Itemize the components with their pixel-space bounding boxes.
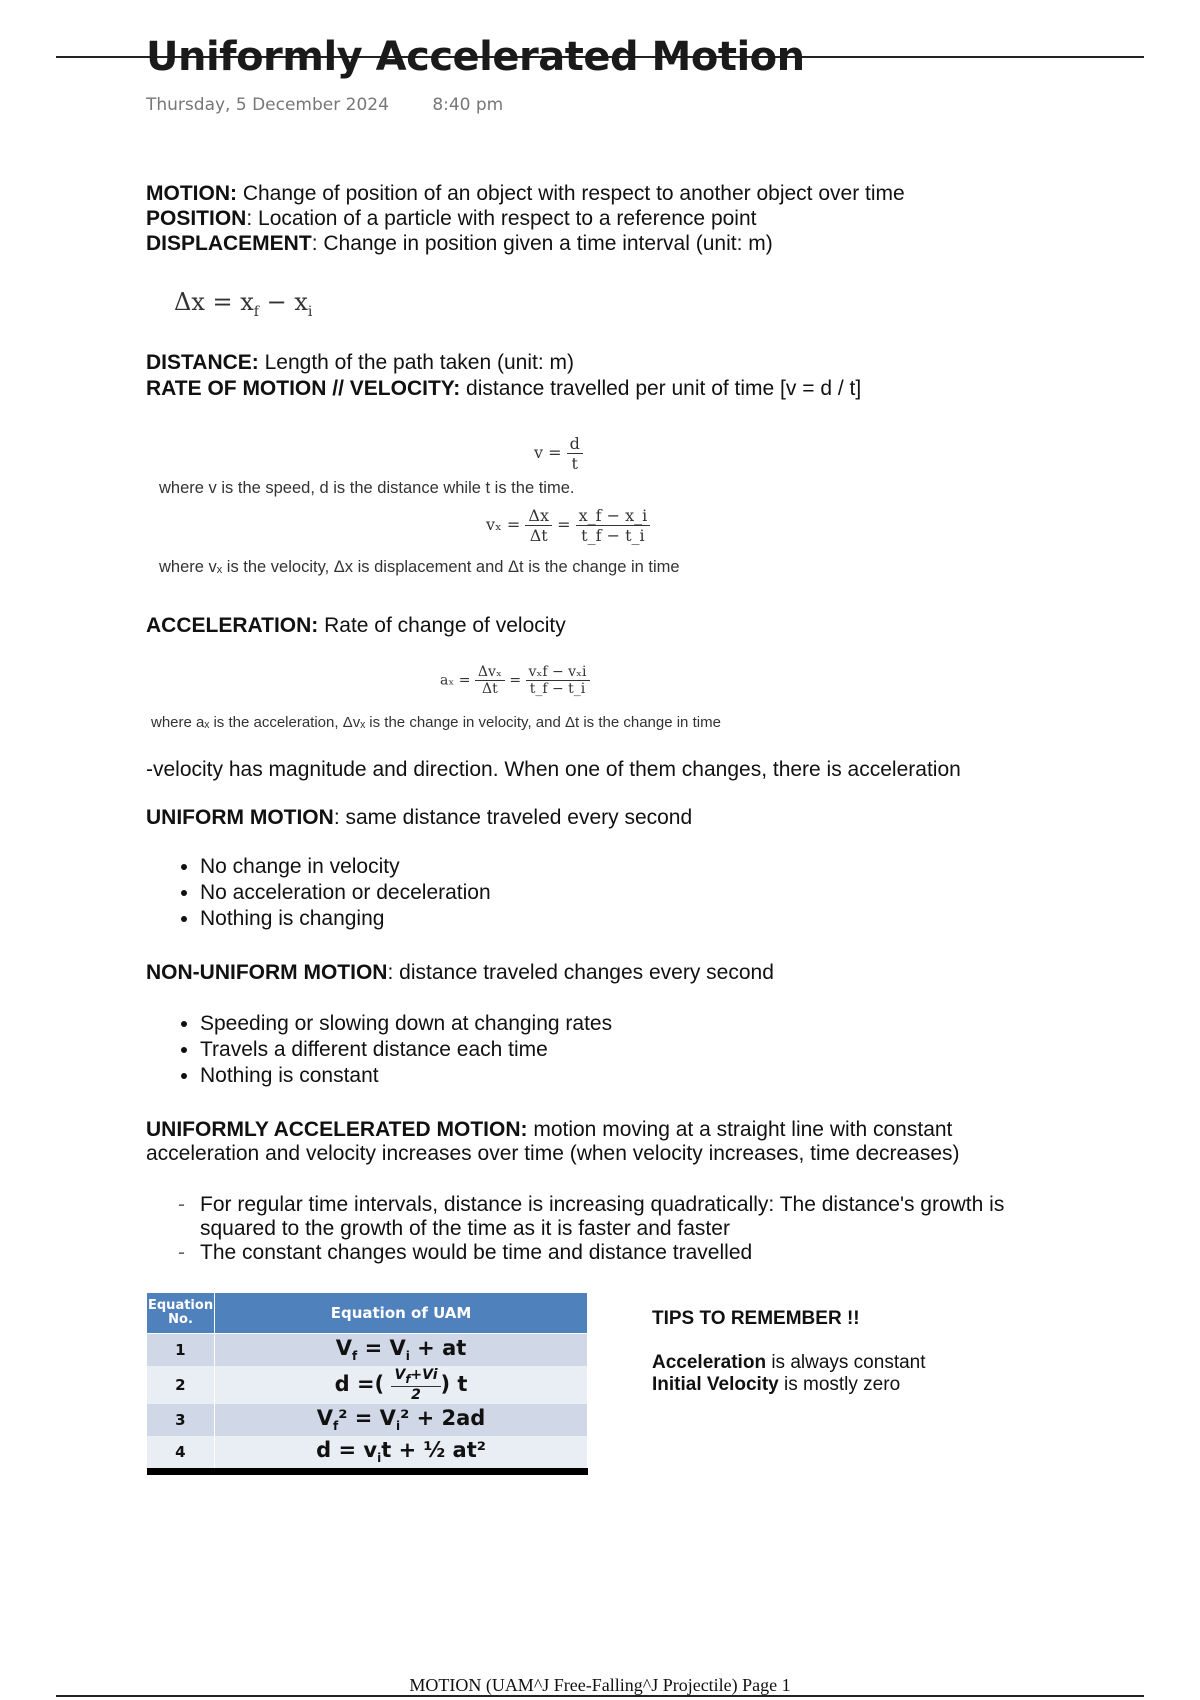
uniform-motion-list: [176, 854, 491, 932]
eq-sub-f: f: [253, 303, 259, 320]
eq-fraction: [567, 434, 583, 473]
eq-num: Δx: [525, 506, 552, 526]
tip-term: Initial Velocity: [652, 1374, 779, 1395]
tip-text: is always constant: [766, 1352, 926, 1373]
tip-term: Acceleration: [652, 1352, 767, 1373]
def-text: Change of position of an object with respect to another object over time: [236, 182, 905, 205]
tip-line: [652, 1352, 926, 1374]
eq-fraction: [475, 664, 505, 697]
eq-den: Δt: [482, 681, 498, 697]
eq-minus: −: [258, 288, 295, 316]
acceleration-caption: where aₓ is the acceleration, Δvₓ is the change in velocity, and Δt is the change in time: [151, 714, 721, 731]
tip-text: is mostly zero: [778, 1374, 901, 1395]
term: UNIFORMLY ACCELERATED MOTION:: [146, 1118, 528, 1141]
table-row: [147, 1334, 588, 1367]
eq-sub-i: i: [307, 303, 313, 320]
list-item: - The constant changes would be time and distance travelled: [200, 1241, 1020, 1265]
term: UNIFORM MOTION: [146, 806, 334, 829]
footer-rule: [56, 1695, 1144, 1697]
equation-number: 4: [147, 1436, 215, 1472]
def-acceleration: [146, 613, 566, 638]
displacement-equation: [174, 288, 312, 320]
term: RATE OF MOTION // VELOCITY:: [146, 377, 461, 400]
def-text: : Change in position given a time interval (unit: m): [311, 232, 773, 255]
equation-cell: $V_f^2 = V_i^2 + 2ad$: [215, 1404, 588, 1436]
def-distance: [146, 350, 574, 375]
def-text: motion moving at a straight line with constant acceleration and velocity increases over time (when velocity increases, time decreases): [146, 1118, 960, 1165]
equation-number: 1: [147, 1334, 215, 1367]
term: DISPLACEMENT: [146, 232, 312, 255]
eq-lhs: v =: [534, 443, 567, 462]
eq-den: t_f − t_i: [581, 526, 645, 545]
def-velocity: [146, 376, 861, 401]
list-item: • No acceleration or deceleration: [200, 880, 491, 906]
eq-den: t: [571, 454, 578, 473]
eq-fraction: [525, 506, 552, 545]
page-meta: [146, 95, 541, 115]
uam-equation-table: [146, 1292, 588, 1475]
eq-num: x_f − x_i: [576, 506, 651, 526]
page-title: Uniformly Accelerated Motion: [146, 34, 805, 80]
velocity-caption: where vₓ is the velocity, Δx is displacement and Δt is the change in time: [159, 558, 680, 576]
eq-num: vₓf − vₓi: [526, 664, 590, 681]
uam-definition: [146, 1118, 1026, 1166]
acceleration-equation: aₓ = $\frac{\text{Δvₓ}}{\Delta t}$ = $\frac{\text{vₓf − vₓi}}{t\_f - t\_i}$: [440, 664, 590, 697]
def-text: distance travelled per unit of time [v = d / t]: [460, 377, 862, 400]
def-position: [146, 206, 756, 231]
velocity-equation: vₓ = $\frac{\Delta x}{\Delta t}$ = $\frac{x\_f - x\_i}{t\_f - t\_i}$: [486, 506, 650, 545]
term: ACCELERATION:: [146, 614, 319, 637]
list-item: • Speeding or slowing down at changing rates: [200, 1011, 612, 1037]
list-item: • Nothing is constant: [200, 1063, 612, 1089]
list-item: • No change in velocity: [200, 854, 491, 880]
def-text: Length of the path taken (unit: m): [258, 351, 574, 374]
page-time: 8:40 pm: [432, 95, 504, 115]
eq-num: d: [567, 434, 583, 454]
table-header-no: Equation No.: [147, 1293, 215, 1334]
tips-box: [652, 1308, 926, 1396]
equation-cell: d =( $\frac{V_f+Vi}{2}$ ) t: [215, 1366, 588, 1404]
eq-fraction: [526, 664, 590, 697]
def-text: : same distance traveled every second: [333, 806, 693, 829]
eq-den: t_f − t_i: [529, 681, 586, 697]
eq-fraction: [576, 506, 651, 545]
def-text: : distance traveled changes every second: [387, 961, 774, 984]
speed-equation: [534, 434, 583, 473]
non-uniform-motion-heading: [146, 960, 774, 985]
page-date: Thursday, 5 December 2024: [146, 95, 389, 115]
def-motion: [146, 181, 905, 206]
eq-lhs: vₓ =: [486, 515, 526, 534]
page-footer: MOTION (UAM^J Free-Falling^J Projectile) Page 1: [409, 1675, 791, 1695]
equation-cell: $d = v_it$ + ½ at²: [215, 1436, 588, 1472]
uam-points: [176, 1193, 1020, 1265]
def-displacement: [146, 231, 773, 256]
list-item: • Nothing is changing: [200, 906, 491, 932]
tip-line: [652, 1374, 926, 1396]
list-item: • Travels a different distance each time: [200, 1037, 612, 1063]
tips-heading: TIPS TO REMEMBER !!: [652, 1308, 860, 1329]
term: MOTION:: [146, 182, 237, 205]
list-item: - For regular time intervals, distance is increasing quadratically: The distance's growth is squared to the growth of the time as it is faster and faster: [200, 1193, 1020, 1241]
table-header-equation: Equation of UAM: [215, 1293, 588, 1334]
equation-number: 3: [147, 1404, 215, 1436]
eq-xf: x: [240, 288, 254, 316]
table-row: [147, 1366, 588, 1404]
eq-lhs: aₓ =: [440, 672, 475, 689]
equation-number: 2: [147, 1366, 215, 1404]
equation-cell: $V_f = V_i$ + at: [215, 1334, 588, 1367]
uniform-motion-heading: [146, 805, 692, 830]
speed-caption: where v is the speed, d is the distance while t is the time.: [159, 479, 575, 497]
def-text: Rate of change of velocity: [318, 614, 566, 637]
term: DISTANCE:: [146, 351, 259, 374]
table-row: [147, 1404, 588, 1436]
def-text: : Location of a particle with respect to a reference point: [246, 207, 757, 230]
eq-den: Δt: [529, 526, 548, 545]
term: NON-UNIFORM MOTION: [146, 961, 388, 984]
table-row: [147, 1436, 588, 1472]
velocity-note: -velocity has magnitude and direction. When one of them changes, there is acceleration: [146, 758, 961, 781]
eq-xi: x: [294, 288, 308, 316]
eq-num: Δvₓ: [475, 664, 505, 681]
term: POSITION: [146, 207, 247, 230]
eq-lhs: Δx =: [174, 288, 241, 316]
non-uniform-motion-list: [176, 1011, 612, 1089]
